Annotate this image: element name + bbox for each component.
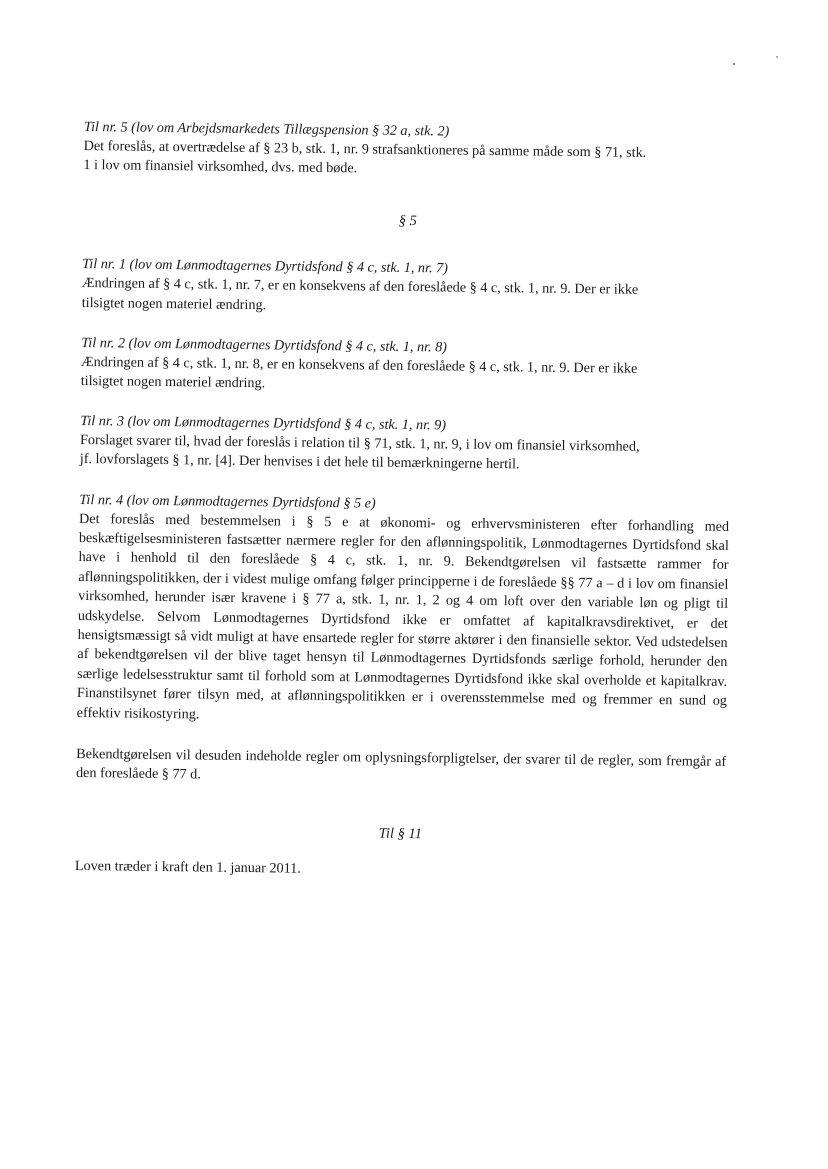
body-paragraph: Det foreslås med bestemmelsen i § 5 e at økonomi- og erhvervsministeren efter forhandling med beskæftigelsesministeren fastsætter nærmere regler for den aflønningspolitik, Lønmodtagernes Dyrtidsfond skal have i henhold til den foreslåede § 4 c, stk. 1, nr. 9. Bekendtgørelsen vil fastsætte rammer for aflønningspolitikken, der i videst mulige omfang følger principperne i de foreslåede §§ 77 a – d i lov om finansiel virksomhed, herunder især kravene i § 77 a, stk. 1, nr. 1, 2 og 4 om loft over den variable løn og pligt til udskydelse. Selvom Lønmodtagernes Dyrtidsfond ikke er omfattet af kapitalkravsdirektivet, er det hensigtsmæssigt så vidt muligt at have ensartede regler for større aktører i den finansielle sektor. Ved udstedelsen af bekendtgørelsen vil der blive taget hensyn til Lønmodtagernes Dyrtidsfonds særlige forhold, herunder den særlige ledelsesstruktur samt til forhold som at Lønmodtagernes Dyrtidsfond ikke skal overholde et kapitalkrav. Finanstilsynet fører tilsyn med, at aflønningspolitikken er i overensstemmelse med og fremmer en sund og effektiv risikostyring.	[76, 510, 730, 723]
section-heading: Til nr. 2 (lov om Lønmodtagernes Dyrtidsfond § 4 c, stk. 1, nr. 8)	[81, 334, 448, 356]
final-line: Loven træder i kraft den 1. januar 2011.	[74, 857, 301, 877]
text-line: Forslaget svarer til, hvad der foreslås i relation til § 71, stk. 1, nr. 9, i lov om finansiel virksomhed,	[79, 432, 640, 456]
section-heading: Til nr. 1 (lov om Lønmodtagernes Dyrtidsfond § 4 c, stk. 1, nr. 7)	[82, 256, 449, 277]
text-line: 1 i lov om finansiel virksomhed, dvs. med bøde.	[83, 157, 358, 177]
section-heading: Til nr. 5 (lov om Arbejdsmarkedets Tillægspension § 32 a, stk. 2)	[83, 118, 450, 140]
scan-dot	[776, 56, 778, 58]
scan-dot	[733, 63, 735, 65]
section-til-nr-2	[81, 334, 732, 399]
text-line: tilsigtet nogen materiel ændring.	[80, 372, 266, 392]
section-til-nr-5	[83, 118, 734, 183]
text-line: tilsigtet nogen materiel ændring.	[81, 294, 267, 313]
section-til-nr-1	[82, 255, 733, 320]
text-line: Det foreslås, at overtrædelse af § 23 b, stk. 1, nr. 9 strafsanktioneres på samme måde som § 71, stk.	[83, 137, 647, 161]
paragraph-11-heading: Til § 11	[378, 825, 423, 842]
section-heading: Til nr. 3 (lov om Lønmodtagernes Dyrtidsfond § 4 c, stk. 1, nr. 9)	[80, 413, 447, 434]
paragraph-5-heading: § 5	[398, 213, 417, 230]
text-line: Ændringen af § 4 c, stk. 1, nr. 8, er en konsekvens af den foreslåede § 4 c, stk. 1, nr. 9. Der er ikke	[80, 353, 638, 377]
document-body	[75, 118, 734, 884]
closing-paragraph: Bekendtgørelsen vil desuden indeholde regler om oplysningsforpligtelser, der svarer til de regler, som fremgår af den foreslåede § 77 d.	[75, 746, 727, 783]
text-line: jf. lovforslagets § 1, nr. [4]. Der henvises i det hele til bemærkningerne hertil.	[79, 451, 520, 473]
section-til-nr-3	[80, 412, 731, 477]
text-line: Ændringen af § 4 c, stk. 1, nr. 7, er en konsekvens af den foreslåede § 4 c, stk. 1, nr. 9. Der er ikke	[81, 275, 639, 299]
section-til-nr-4	[77, 491, 730, 731]
section-heading: Til nr. 4 (lov om Lønmodtagernes Dyrtidsfond § 5 e)	[79, 491, 376, 512]
